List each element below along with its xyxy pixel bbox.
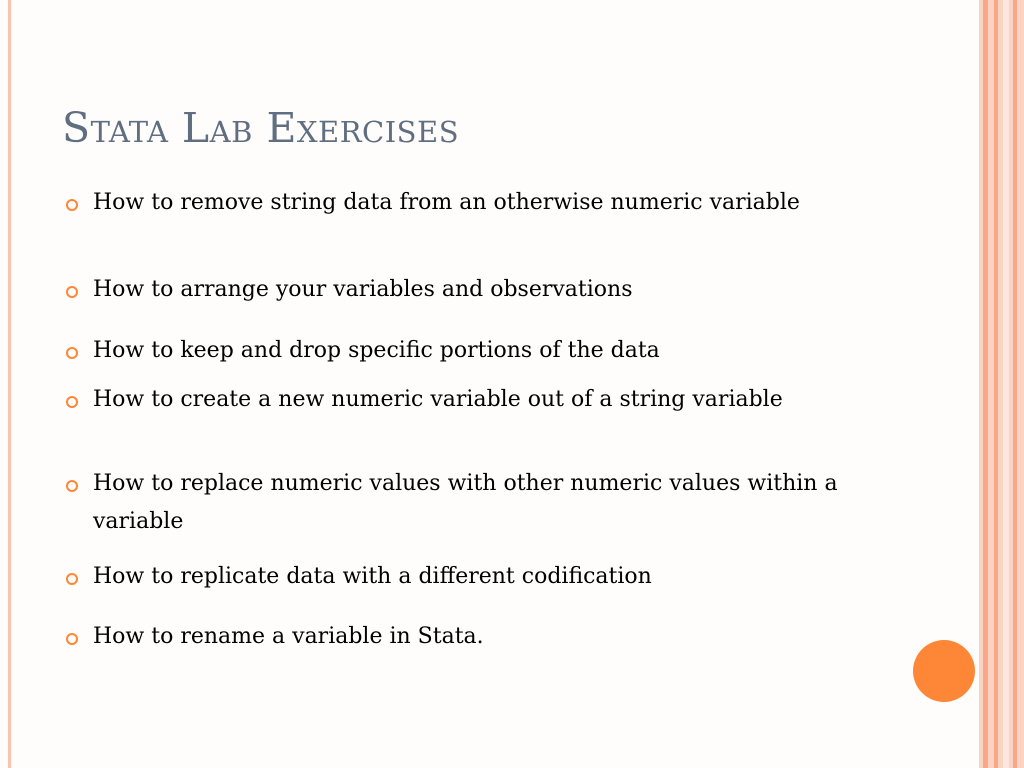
left-decorative-stripe	[8, 0, 11, 768]
bullet-text: How to create a new numeric variable out of a string variable	[93, 387, 783, 412]
list-item	[62, 559, 862, 594]
bullet-circle-icon	[66, 199, 78, 211]
bullet-circle-icon	[66, 573, 78, 585]
bullet-text: How to rename a variable in Stata.	[93, 624, 484, 649]
bullet-text: How to remove string data from an otherwise numeric variable	[93, 190, 800, 215]
right-stripe-line	[983, 0, 988, 768]
list-item	[62, 465, 862, 541]
list-item	[62, 619, 862, 654]
bullet-text: How to replace numeric values with other numeric values within a variable	[93, 471, 838, 534]
bullet-circle-icon	[66, 480, 78, 492]
bullet-text: How to replicate data with a different codification	[93, 564, 652, 589]
orange-circle-decoration	[913, 640, 975, 702]
bullet-circle-icon	[66, 396, 78, 408]
bullet-circle-icon	[66, 286, 78, 298]
bullet-circle-icon	[66, 347, 78, 359]
slide-title: Stata Lab Exercises	[62, 104, 460, 152]
list-item	[62, 381, 862, 419]
right-stripe-line	[1013, 0, 1017, 768]
bullet-circle-icon	[66, 633, 78, 645]
bullet-text: How to arrange your variables and observations	[93, 277, 633, 302]
right-stripe-line	[1003, 0, 1009, 768]
list-item	[62, 333, 862, 368]
list-item	[62, 185, 862, 220]
right-stripe-line	[994, 0, 998, 768]
bullet-text: How to keep and drop specific portions of the data	[93, 338, 660, 363]
list-item	[62, 272, 862, 307]
